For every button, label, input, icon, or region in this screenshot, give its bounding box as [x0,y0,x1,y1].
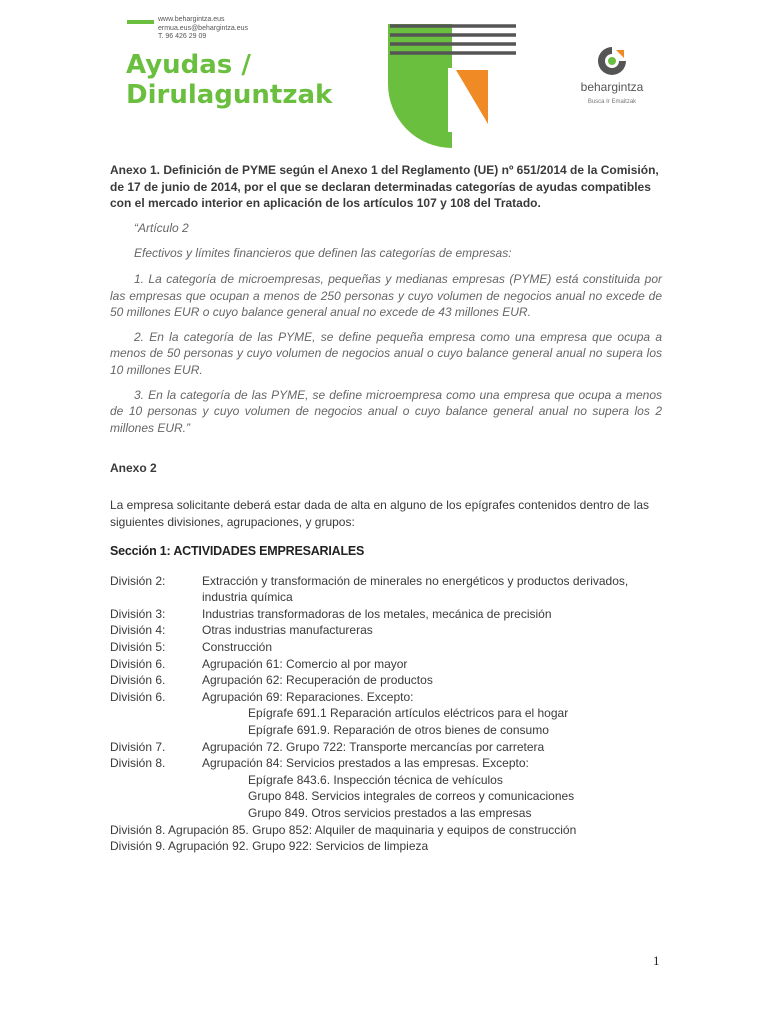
division-text: Agrupación 84: Servicios prestados a las empresas. Excepto: [202,756,529,771]
contact-web[interactable]: www.behargintza.eus [158,16,225,23]
document-body [110,162,662,855]
article-subtitle: Efectivos y límites financieros que definen las categorías de empresas: [134,246,512,261]
division-label: División 4: [110,623,166,638]
exception-text: Epígrafe 691.9. Reparación de otros bienes de consumo [248,723,549,738]
division-text: Agrupación 61: Comercio al por mayor [202,656,408,671]
list-item [110,822,662,839]
division-text: Extracción y transformación de minerales no energéticos y productos derivados, industria química [202,573,629,605]
list-item [110,772,662,789]
exception-text: Epígrafe 843.6. Inspección técnica de vehículos [248,772,503,787]
brand-subtitle: Busca Ir Emaitzak [587,99,637,105]
list-item [110,739,662,756]
list-item [110,689,662,706]
list-item [110,639,662,656]
contact-email[interactable]: ermua.eus@behargintza.eus [158,24,248,32]
list-item [110,705,662,722]
title-line-2: Dirulaguntzak [126,80,333,110]
division-label: División 5: [110,640,166,655]
division-text: División 9. Agrupación 92. Grupo 922: Servicios de limpieza [110,839,429,854]
page-title [126,50,332,110]
division-label: División 6. [110,673,166,688]
anexo2-intro: La empresa solicitante deberá estar dada de alta en alguno de los epígrafes contenidos dentro de las siguientes divisiones, agrupaciones, y grupos: [110,497,650,529]
division-label: División 6. [110,656,166,671]
anexo1-quote [110,220,662,437]
division-label: División 6. [110,689,166,704]
exception-text: Epígrafe 691.1 Reparación artículos eléctricos para el hogar [248,706,569,721]
list-item [110,672,662,689]
division-text: Agrupación 62: Recuperación de productos [202,673,433,688]
contact-lines [158,16,248,42]
division-label [110,705,202,722]
division-text: Otras industrias manufactureras [202,623,373,638]
anexo1-title: Anexo 1. Definición de PYME según el Anexo 1 del Reglamento (UE) nº 651/2014 de la Comisión, de 17 de junio de 2014, por el que se declaran determinadas categorías de ayudas compatibles con el mercado interior en aplicación de los artículos 107 y 108 del Tratado. [110,163,659,211]
contact-phone: T. 96 426 29 09 [158,33,207,40]
list-item [110,573,662,606]
division-text: División 8. Agrupación 85. Grupo 852: Alquiler de maquinaria y equipos de construcción [110,822,577,837]
exception-text: Grupo 848. Servicios integrales de correos y comunicaciones [248,789,575,804]
brand-logo-icon [592,44,632,78]
list-item [110,622,662,639]
list-item [110,606,662,623]
division-label: División 2: [110,573,166,588]
article-paragraph-3: 3. En la categoría de las PYME, se define microempresa como una empresa que ocupa a menos de 10 personas y cuyo volumen de negocios anual o cuyo balance general anual no supera los 2 millones EUR.” [110,387,662,435]
brand-name: behargintza [580,80,644,94]
title-line-1: Ayudas / [126,50,251,80]
list-item [110,656,662,673]
division-label [110,788,202,805]
activities-list [110,573,662,855]
division-label [110,722,202,739]
exception-text: Grupo 849. Otros servicios prestados a las empresas [248,806,532,820]
article-paragraph-2: 2. En la categoría de las PYME, se define pequeña empresa como una empresa que ocupa a menos de 50 personas y cuyo volumen de negocios anual o cuyo balance general anual no supera los 10 millones EUR. [110,329,662,377]
anexo2-title: Anexo 2 [110,461,157,476]
division-text: Construcción [202,640,273,655]
article-heading: “Artículo 2 [134,220,189,235]
header-graphic-icon [388,20,518,150]
division-text: Agrupación 72. Grupo 722: Transporte mercancías por carretera [202,739,545,754]
list-item [110,788,662,805]
section-title: Sección 1: ACTIVIDADES EMPRESARIALES [110,544,365,559]
division-label [110,805,202,822]
list-item [110,805,662,822]
list-item [110,755,662,772]
brand-block [572,44,652,105]
green-accent-bar [127,20,154,24]
division-text: Industrias transformadoras de los metales, mecánica de precisión [202,606,552,621]
list-item [110,838,662,855]
division-label: División 3: [110,606,166,621]
division-label: División 7. [110,739,166,754]
division-label: División 8. [110,756,166,771]
division-label [110,772,202,789]
article-paragraph-1: 1. La categoría de microempresas, pequeñas y medianas empresas (PYME) está constituida por las empresas que ocupan a menos de 250 personas y cuyo volumen de negocios anual no excede de 50 millones EUR o cuyo balance general anual no excede de 43 millones EUR. [110,271,662,320]
page-number: 1 [653,953,660,968]
division-text: Agrupación 69: Reparaciones. Excepto: [202,689,414,704]
list-item [110,722,662,739]
